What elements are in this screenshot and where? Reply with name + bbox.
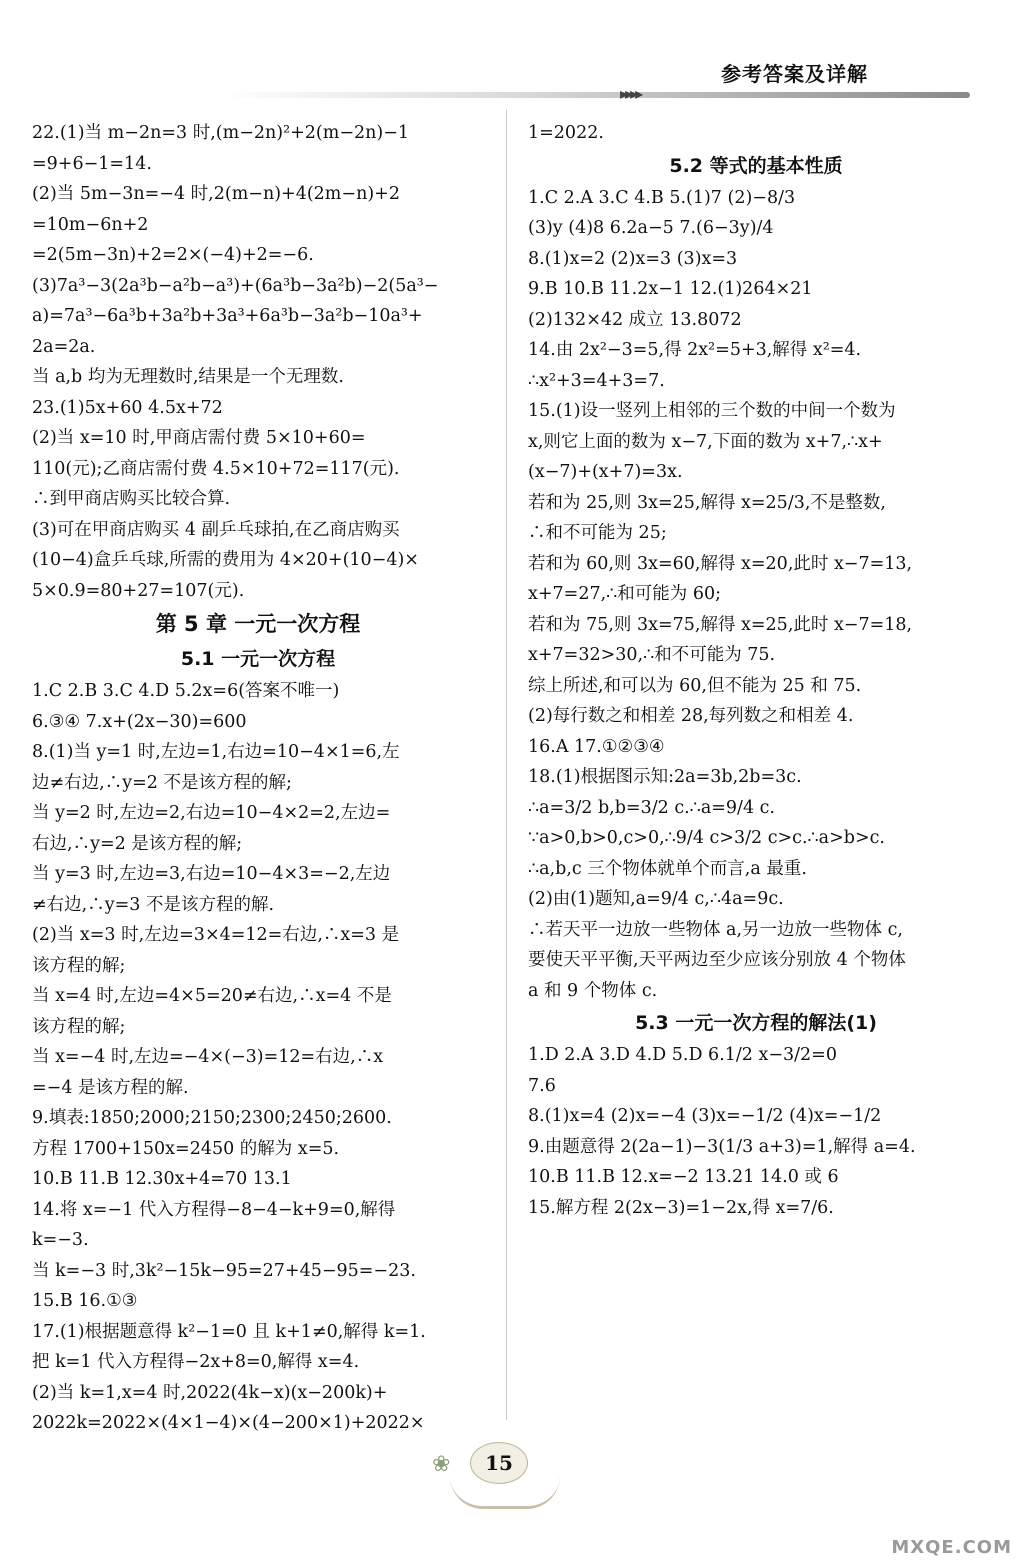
answer-line: k=−3. <box>32 1230 89 1250</box>
flower-ornament-icon: ❀ <box>432 1452 451 1477</box>
answer-line: 15.解方程 2(2x−3)=1−2x,得 x=7/6. <box>528 1197 834 1218</box>
answer-line: 若和为 60,则 3x=60,解得 x=20,此时 x−7=13, <box>528 553 913 574</box>
answer-line: ∴和不可能为 25; <box>528 523 667 543</box>
answer-line: ∴到甲商店购买比较合算. <box>32 489 231 509</box>
answer-line: =2(5m−3n)+2=2×(−4)+2=−6. <box>32 245 314 265</box>
answer-line: 综上所述,和可以为 60,但不能为 25 和 75. <box>528 675 862 696</box>
answer-line: 10.B 11.B 12.x=−2 13.21 14.0 或 6 <box>528 1167 839 1187</box>
answer-line: (x−7)+(x+7)=3x. <box>528 462 683 482</box>
answer-line: 若和为 75,则 3x=75,解得 x=25,此时 x−7=18, <box>528 614 913 635</box>
answer-line: 9.B 10.B 11.2x−1 12.(1)264×21 <box>528 279 813 299</box>
answer-line: 要使天平平衡,天平两边至少应该分别放 4 个物体 <box>528 950 906 970</box>
answer-line: 9.由题意得 2(2a−1)−3(1/3 a+3)=1,解得 a=4. <box>528 1136 916 1157</box>
column-divider <box>506 110 507 1420</box>
section-heading: 5.2 等式的基本性质 <box>669 154 843 177</box>
answer-line: 2a=2a. <box>32 336 96 357</box>
answer-line: =9+6−1=14. <box>32 153 152 174</box>
answer-line: 15.(1)设一竖列上相邻的三个数的中间一个数为 <box>528 401 896 421</box>
answer-line: 8.(1)x=4 (2)x=−4 (3)x=−1/2 (4)x=−1/2 <box>528 1106 882 1126</box>
answer-line: 该方程的解; <box>32 955 126 976</box>
answer-line: x+7=32>30,∴和不可能为 75. <box>528 645 776 665</box>
answer-line: (2)当 x=3 时,左边=3×4=12=右边,∴x=3 是 <box>32 925 400 945</box>
answer-line: 当 y=3 时,左边=3,右边=10−4×3=−2,左边 <box>32 864 391 884</box>
answer-line: (2)每行数之和相差 28,每列数之和相差 4. <box>528 706 854 726</box>
section-heading: 5.1 一元一次方程 <box>180 648 336 670</box>
answer-line: ∵a>0,b>0,c>0,∴9/4 c>3/2 c>c.∴a>b>c. <box>528 828 885 848</box>
answer-line: 14.由 2x²−3=5,得 2x²=5+3,解得 x²=4. <box>528 340 862 360</box>
answer-line: 当 x=4 时,左边=4×5=20≠右边,∴x=4 不是 <box>32 986 392 1006</box>
answer-line: 6.③④ 7.x+(2x−30)=600 <box>32 711 247 732</box>
answer-line: 17.(1)根据题意得 k²−1=0 且 k+1≠0,解得 k=1. <box>32 1321 426 1342</box>
answer-line: (3)y (4)8 6.2a−5 7.(6−3y)/4 <box>528 218 774 238</box>
answer-line: a)=7a³−6a³b+3a²b+3a³+6a³b−3a²b−10a³+ <box>32 306 423 326</box>
answer-line: 若和为 25,则 3x=25,解得 x=25/3,不是整数, <box>528 492 886 513</box>
right-column <box>528 118 984 1223</box>
answer-line: =10m−6n+2 <box>32 214 149 235</box>
answer-line: (10−4)盒乒乓球,所需的费用为 4×20+(10−4)× <box>32 550 419 570</box>
answer-line: 把 k=1 代入方程得−2x+8=0,解得 x=4. <box>32 1352 360 1372</box>
answer-line: 7.6 <box>528 1075 556 1096</box>
answer-line: ∴a=3/2 b,b=3/2 c.∴a=9/4 c. <box>528 797 775 818</box>
answer-line: a 和 9 个物体 c. <box>528 980 658 1001</box>
answer-line: 15.B 16.①③ <box>32 1291 138 1311</box>
answer-line: ∴x²+3=4+3=7. <box>528 370 665 391</box>
answer-line: 该方程的解; <box>32 1016 126 1037</box>
answer-line: 8.(1)当 y=1 时,左边=1,右边=10−4×1=6,左 <box>32 742 400 762</box>
answer-line: (2)当 5m−3n=−4 时,2(m−n)+4(2m−n)+2 <box>32 184 400 204</box>
answer-line: =−4 是该方程的解. <box>32 1077 189 1098</box>
answer-line: 110(元);乙商店需付费 4.5×10+72=117(元). <box>32 458 400 479</box>
answer-line: 当 y=2 时,左边=2,右边=10−4×2=2,左边= <box>32 803 391 823</box>
answer-line: (3)可在甲商店购买 4 副乒乓球拍,在乙商店购买 <box>32 519 400 540</box>
answer-line: 1.C 2.B 3.C 4.D 5.2x=6(答案不唯一) <box>32 681 340 701</box>
answer-line: (2)由(1)题知,a=9/4 c,∴4a=9c. <box>528 889 784 909</box>
answer-line: (3)7a³−3(2a³b−a²b−a³)+(6a³b−3a²b)−2(5a³− <box>32 275 439 296</box>
answer-line: (2)当 x=10 时,甲商店需付费 5×10+60= <box>32 428 366 448</box>
answer-line: ≠右边,∴y=3 不是该方程的解. <box>32 894 275 915</box>
answer-line: 边≠右边,∴y=2 不是该方程的解; <box>32 772 292 793</box>
answer-line: 14.将 x=−1 代入方程得−8−4−k+9=0,解得 <box>32 1199 396 1220</box>
answer-line: 9.填表:1850;2000;2150;2300;2450;2600. <box>32 1108 392 1128</box>
answer-line: 23.(1)5x+60 4.5x+72 <box>32 397 223 418</box>
answer-line: x,则它上面的数为 x−7,下面的数为 x+7,∴x+ <box>528 431 883 452</box>
watermark: MXQE.COM <box>891 1537 1012 1558</box>
answer-line: 当 k=−3 时,3k²−15k−95=27+45−95=−23. <box>32 1260 416 1281</box>
answer-line: 1.D 2.A 3.D 4.D 5.D 6.1/2 x−3/2=0 <box>528 1045 837 1065</box>
answer-line: 2022k=2022×(4×1−4)×(4−200×1)+2022× <box>32 1413 425 1433</box>
answer-line: 1.C 2.A 3.C 4.B 5.(1)7 (2)−8/3 <box>528 187 796 208</box>
answer-line: 当 x=−4 时,左边=−4×(−3)=12=右边,∴x <box>32 1047 384 1067</box>
answer-line: (2)当 k=1,x=4 时,2022(4k−x)(x−200k)+ <box>32 1382 388 1403</box>
answer-line: ∴a,b,c 三个物体就单个而言,a 最重. <box>528 858 807 879</box>
answer-line: 10.B 11.B 12.30x+4=70 13.1 <box>32 1169 292 1189</box>
section-heading: 5.3 一元一次方程的解法(1) <box>635 1012 877 1034</box>
answer-line: 16.A 17.①②③④ <box>528 736 665 757</box>
answer-line: 方程 1700+150x=2450 的解为 x=5. <box>32 1138 340 1159</box>
answer-line: 5×0.9=80+27=107(元). <box>32 580 245 601</box>
page-header-title: 参考答案及详解 <box>721 62 868 86</box>
header-arrows-icon: ▸▸▸▸ <box>620 84 641 103</box>
answer-line: 当 a,b 均为无理数时,结果是一个无理数. <box>32 367 344 387</box>
header-rule <box>220 92 970 98</box>
answer-line: ∴若天平一边放一些物体 a,另一边放一些物体 c, <box>528 919 903 940</box>
answer-line: 18.(1)根据图示知:2a=3b,2b=3c. <box>528 767 802 787</box>
answer-line: 1=2022. <box>528 123 604 143</box>
answer-line: 8.(1)x=2 (2)x=3 (3)x=3 <box>528 248 738 269</box>
answer-line: 右边,∴y=2 是该方程的解; <box>32 833 243 854</box>
page-number: 15 <box>470 1442 528 1484</box>
answer-line: 22.(1)当 m−2n=3 时,(m−2n)²+2(m−2n)−1 <box>32 123 410 143</box>
section-heading: 第 5 章 一元一次方程 <box>155 612 361 636</box>
answer-line: x+7=27,∴和可能为 60; <box>528 584 722 604</box>
answer-line: (2)132×42 成立 13.8072 <box>528 309 742 330</box>
left-column <box>32 118 484 1439</box>
